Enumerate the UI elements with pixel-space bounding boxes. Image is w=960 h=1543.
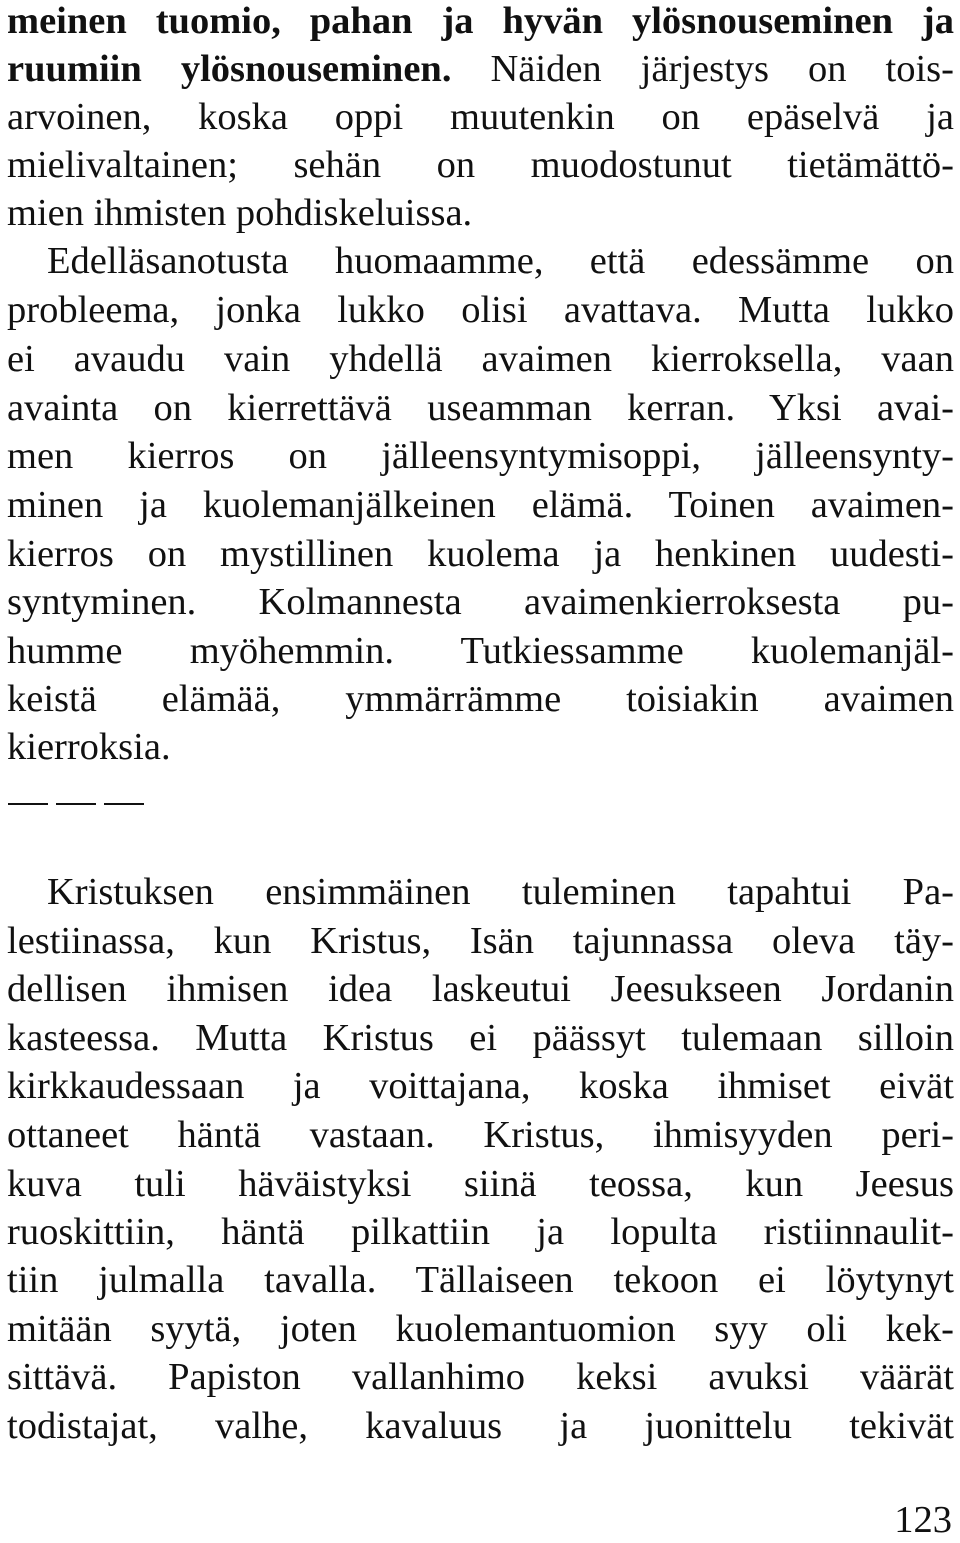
text-line [7,189,954,237]
text-line: syntyminen. Kolmannesta avaimenkierroksesta pu- [7,581,954,623]
bold-text: meinen tuomio, pahan ja hyvän ylösnouseminen ja [7,0,954,42]
text-line: kasteessa. Mutta Kristus ei päässyt tulemaan silloin [7,1017,954,1059]
plain-text: arvoinen, koska oppi muutenkin on epäselvä ja [7,96,954,138]
text-line: ruoskittiin, häntä pilkattiin ja lopulta ristiinnaulit- [7,1211,954,1253]
text-line: minen ja kuolemanjälkeinen elämä. Toinen avaimen- [7,484,954,526]
separator-dash [8,803,48,805]
text-line: lestiinassa, kun Kristus, Isän tajunnassa oleva täy- [7,920,954,962]
text-line: dellisen ihmisen idea laskeutui Jeesukseen Jordanin [7,968,954,1010]
text-line [7,141,954,189]
text-line: kierros on mystillinen kuolema ja henkinen uudesti- [7,533,954,575]
plain-text: Näiden järjestys on tois- [451,48,954,90]
separator-dash [104,803,144,805]
text-line [7,93,954,141]
text-line: sittävä. Papiston vallanhimo keksi avuksi väärät [7,1356,954,1398]
text-line [7,45,954,93]
text-line: avainta on kierrettävä useamman kerran. Yksi avai- [7,387,954,429]
text-line: probleema, jonka lukko olisi avattava. Mutta lukko [7,289,954,331]
text-line: Edelläsanotusta huomaamme, että edessämme on [47,240,954,282]
text-line: men kierros on jälleensyntymisoppi, jälleensynty- [7,435,954,477]
text-line: ei avaudu vain yhdellä avaimen kierroksella, vaan [7,338,954,380]
text-line: tiin julmalla tavalla. Tällaiseen tekoon ei löytynyt [7,1259,954,1301]
page-number: 123 [894,1499,952,1541]
text-line: humme myöhemmin. Tutkiessamme kuolemanjäl- [7,630,954,672]
text-line: keistä elämää, ymmärrämme toisiakin avaimen [7,678,954,720]
bold-text: ruumiin ylösnouseminen. [7,48,452,90]
plain-text: mielivaltainen; sehän on muodostunut tietämättö- [7,144,954,186]
text-line: Kristuksen ensimmäinen tuleminen tapahtui Pa- [47,871,954,913]
separator-dash [56,803,96,805]
text-line [7,0,954,45]
text-line: kierroksia. [7,726,171,768]
section-separator [8,795,148,815]
text-line: kuva tuli häväistyksi siinä teossa, kun Jeesus [7,1163,954,1205]
text-line: ottaneet häntä vastaan. Kristus, ihmisyyden peri- [7,1114,954,1156]
plain-text: mien ihmisten pohdiskeluissa. [7,192,473,234]
text-line: todistajat, valhe, kavaluus ja juonittelu tekivät [7,1405,954,1447]
text-line: kirkkaudessaan ja voittajana, koska ihmiset eivät [7,1065,954,1107]
text-line: mitään syytä, joten kuolemantuomion syy oli kek- [7,1308,954,1350]
